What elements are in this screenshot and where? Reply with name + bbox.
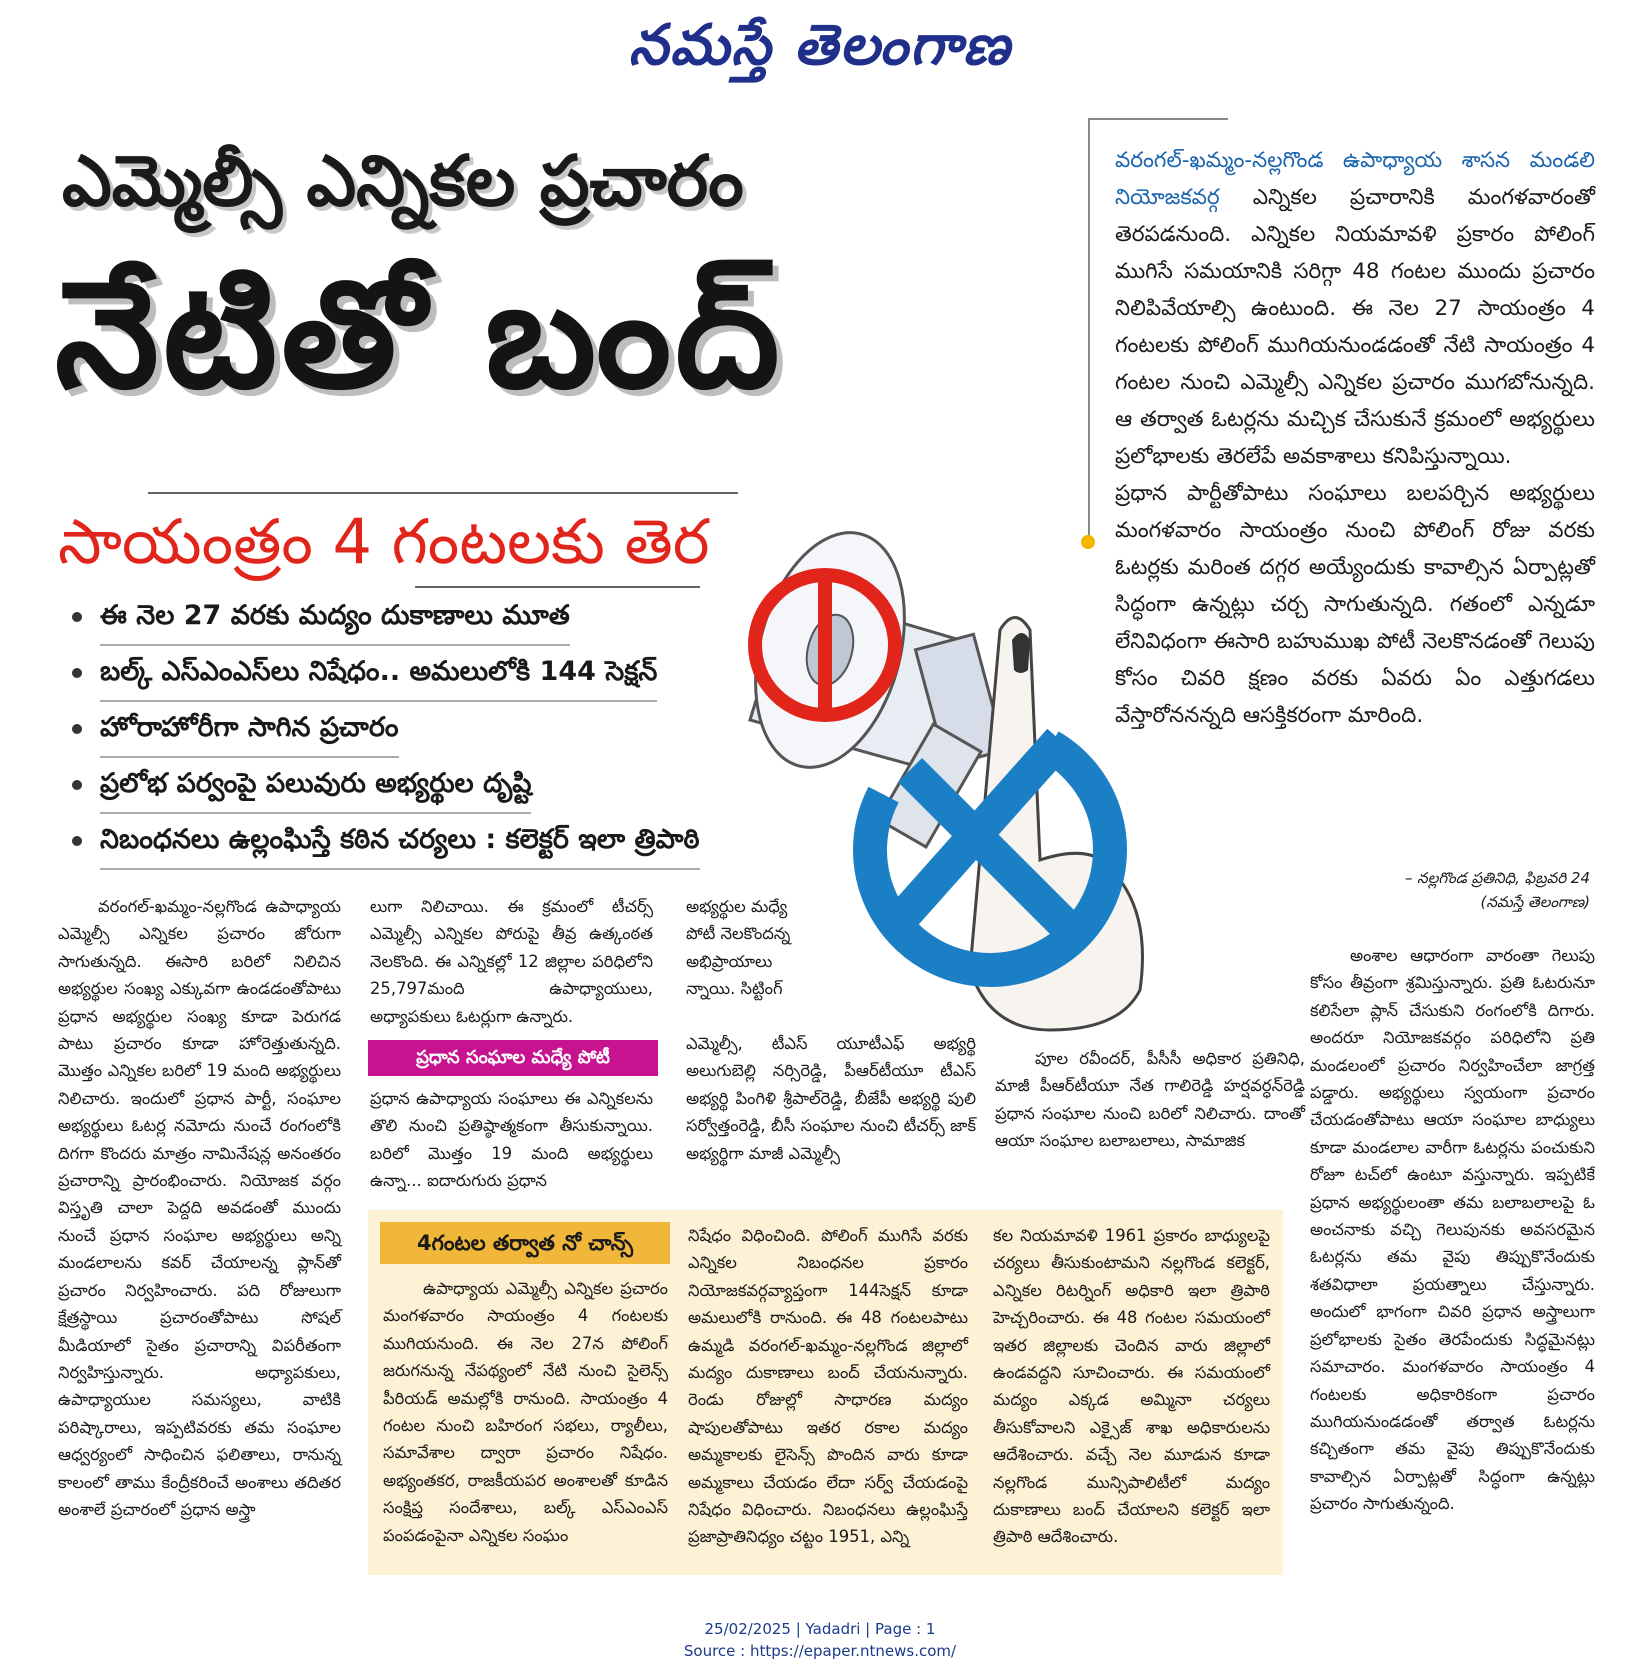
highlights-list: [70, 600, 790, 880]
article-column-3b: ఎమ్మెల్సీ, టీఎస్ యూటీఎఫ్ అభ్యర్థి అలుగుబెల్లి నర్సిరెడ్డి, పీఆర్‌టీయూ టీఎస్ అభ్యర్థి పింగిళి శ్రీపాల్‌రెడ్డి, బీజేపీ అభ్యర్థి పులి సర్వోత్తంరెడ్డి, బీసీ సంఘాల నుంచి టీచర్స్ జాక్ అభ్యర్థిగా మాజీ ఎమ్మెల్సీ: [686, 1034, 976, 1163]
article-column-3: అభ్యర్థుల మధ్యే పోటీ నెలకొందన్న అభిప్రాయాలు న్నాయి. సిట్టింగ్: [686, 897, 791, 999]
box-column-1: ఉపాధ్యాయ ఎమ్మెల్సీ ఎన్నికల ప్రచారం మంగళవారం సాయంత్రం 4 గంటలకు ముగియనుంది. ఈ నెల 27న పోలింగ్ జరుగనున్న నేపథ్యంలో నేటి నుంచి సైలెన్స్ పీరియడ్ అమల్లోకి రానుంది. సాయంత్రం 4 గంటల నుంచి బహిరంగ సభలు, ర్యాలీలు, సమావేశాల ద్వారా ప్రచారం నిషేధం. అభ్యంతకర, రాజకీయపర అంశాలతో కూడిన సంక్షిప్త సందేశాలు, బల్క్ ఎస్ఎంఎస్ పంపడంపైనా ఎన్నికల సంఘం: [383, 1279, 668, 1545]
section-kicker-no-chance: 4గంటల తర్వాత నో చాన్స్: [380, 1222, 670, 1264]
intro-frame-left: [1088, 118, 1090, 538]
bullet-icon: [72, 836, 82, 846]
intro-body: ఎన్నికల ప్రచారానికి మంగళవారంతో తెరపడనుంది. ఎన్నికల నియమావళి ప్రకారం పోలింగ్ ముగిసే సమయానికి సరిగ్గా 48 గంటల ముందు ప్రచారం నిలిపివేయాల్సి ఉంటుంది. ఈ నెల 27 సాయంత్రం 4 గంటలకు పోలింగ్ ముగియనుండడంతో నేటి సాయంత్రం 4 గంటల నుంచి ఎమ్మెల్సీ ఎన్నికల ప్రచారం ముగబోనున్నది. ఆ తర్వాత ఓటర్లను మచ్చిక చేసుకునే క్రమంలో అభ్యర్థులు ప్రలోభాలకు తెరలేపే అవకాశాలు కనిపిస్తున్నాయి.: [1115, 185, 1595, 469]
intro-lead: వరంగల్-ఖమ్మం-నల్లగొండ ఉపాధ్యాయ శాసన మండలి నియోజకవర్గ: [1115, 148, 1595, 210]
bullet-icon: [72, 780, 82, 790]
intro-frame-top: [1088, 118, 1228, 120]
headline-line1: ఎమ్మెల్సీ ఎన్నికల ప్రచారం: [62, 140, 744, 222]
box-column-2: నిషేధం విధించింది. పోలింగ్ ముగిసే వరకు ఎన్నికల నిబంధనల ప్రకారం నియోజకవర్గవ్యాప్తంగా 144సెక్షన్ కూడా అమలులోకి రానుంది. ఈ 48 గంటలపాటు ఉమ్మడి వరంగల్-ఖమ్మం-నల్లగొండ జిల్లాలో మద్యం దుకాణాలు బంద్ చేయనున్నారు. రెండు రోజుల్లో సాధారణ మద్యం షాపులతోపాటు ఇతర రకాల మద్యం అమ్మకాలకు లైసెన్స్ పొందిన వారు కూడా అమ్మకాలు చేయడం లేదా సర్వ్ చేయడంపై నిషేధం విధించారు. నిబంధనలు ఉల్లంఘిస్తే ప్రజాప్రాతినిధ్యం చట్టం 1951, ఎన్ని: [688, 1226, 968, 1547]
bullet-icon: [72, 724, 82, 734]
subheadline-divider: [415, 586, 700, 588]
box-column-3: కల నియమావళి 1961 ప్రకారం బాధ్యులపై చర్యలు తీసుకుంటామని నల్లగొండ కలెక్టర్, ఎన్నికల రిటర్నింగ్ అధికారి ఇలా త్రిపాఠి హెచ్చరించారు. ఈ 48 గంటల సమయంలో ఇతర జిల్లాలకు చెందిన వారు జిల్లాలో ఉండవద్దని సూచించారు. ఈ సమయంలో మద్యం ఎక్కడ అమ్మినా చర్యలు తీసుకోవాలని ఎక్సైజ్ శాఖ అధికారులను ఆదేశించారు. వచ్చే నెల మూడున కూడా నల్లగొండ మున్సిపాలిటీలో మద్యం దుకాణాలు బంద్ చేయాలని కలెక్టర్ ఇలా త్రిపాఠి ఆదేశించారు.: [993, 1226, 1270, 1547]
article-column-5: అంశాల ఆధారంగా వారంతా గెలుపు కోసం తీవ్రంగా శ్రమిస్తున్నారు. ప్రతి ఓటరునూ కలిసేలా ప్లాన్ చేసుకుని రంగంలోకి దిగారు. అందరూ నియోజకవర్గం పరిధిలోని ప్రతి మండలంలో ప్రచారం నిర్వహించేలా జాగ్రత్త పడ్డారు. అభ్యర్థులు స్వయంగా ప్రచారం చేయడంతోపాటు ఆయా సంఘాల బాధ్యులు కూడా మండలాల వారీగా ఓటర్లను పంచుకుని రోజూ టచ్‌లో ఉంటూ వస్తున్నారు. ఇప్పటికే ప్రధాన అభ్యర్థులంతా తమ బలాబలాలపై ఓ అంచనాకు వచ్చి గెలుపునకు అవసరమైన ఓటర్లను తమ వైపు తిప్పుకొనేందుకు శతవిధాలా ప్రయత్నాలు చేస్తున్నారు. అందులో భాగంగా చివరి ప్రధాన అస్త్రాలుగా ప్రలోభాలకు సైతం తెరపేందుకు సిద్ధమైనట్లు సమాచారం. మంగళవారం సాయంత్రం 4 గంటలకు అధికారికంగా ప్రచారం ముగియనుండడంతో తర్వాత ఓటర్లను కచ్చితంగా తమ వైపు తిప్పుకొనేందుకు కావాల్సిన ఏర్పాట్లతో సిద్ధంగా ఉన్నట్లు ప్రచారం సాగుతున్నంది.: [1310, 946, 1595, 1514]
dateline: [1330, 866, 1590, 914]
highlight-item: బల్క్ ఎస్ఎంఎస్‌లు నిషేధం.. అమలులోకి 144 సెక్షన్: [70, 656, 790, 712]
section-kicker-main-unions: ప్రధాన సంఘాల మధ్యే పోటీ: [368, 1040, 658, 1076]
article-column-2b: ప్రధాన ఉపాధ్యాయ సంఘాలు ఈ ఎన్నికలను తొలి నుంచి ప్రతిష్ఠాత్మకంగా తీసుకున్నాయి. బరిలో మొత్తం 19 మంది అభ్యర్థులు ఉన్నా... ఐదారుగురు ప్రధాన: [370, 1089, 653, 1191]
highlight-item: నిబంధనలు ఉల్లంఘిస్తే కఠిన చర్యలు : కలెక్టర్ ఇలా త్రిపాఠి: [70, 824, 790, 880]
bullet-icon: [72, 612, 82, 622]
masthead-logo: నమస్తే తెలంగాణ: [628, 12, 1012, 78]
intro-paragraph: [1115, 142, 1595, 734]
article-column-4: పూల రవీందర్, పీసీసీ అధికార ప్రతినిధి, మాజీ పీఆర్‌టీయూ నేత గాలిరెడ్డి హర్షవర్ధన్‌రెడ్డి ప్రధాన సంఘాల నుంచి బరిలో నిలిచారు. దాంతో ఆయా సంఘాల బలాబలాలు, సామాజిక: [995, 1049, 1305, 1151]
dateline-source: (నమస్తే తెలంగాణ): [1480, 893, 1590, 911]
footer-date-edition: 25/02/2025 | Yadadri | Page : 1: [704, 1620, 936, 1638]
highlight-item: ప్రలోభ పర్వంపై పలువురు అభ్యర్థుల దృష్టి: [70, 768, 790, 824]
article-column-2: లుగా నిలిచాయి. ఈ క్రమంలో టీచర్స్ ఎమ్మెల్సీ ఎన్నికల పోరుపై తీవ్ర ఉత్కంఠత నెలకొంది. ఈ ఎన్నికల్లో 12 జిల్లాల పరిధిలోని 25,797మంది ఉపాధ్యాయులు, అధ్యాపకులు ఓటర్లుగా ఉన్నారు.: [370, 897, 653, 1026]
footer-source-link[interactable]: Source : https://epaper.ntnews.com/: [683, 1642, 957, 1660]
subheadline: సాయంత్రం 4 గంటలకు తెర: [58, 505, 710, 578]
dateline-place: – నల్లగొండ ప్రతినిధి, ఫిబ్రవరి 24: [1404, 869, 1590, 887]
headline-divider: [148, 492, 738, 494]
intro-marker-icon: [1081, 535, 1095, 549]
headline-main: నేటితో బంద్: [55, 249, 784, 421]
intro-tail: ప్రధాన పార్టీతోపాటు సంఘాలు బలపర్చిన అభ్యర్థులు మంగళవారం సాయంత్రం నుంచి పోలింగ్ రోజు వరకు ఓటర్లకు మరింత దగ్గర అయ్యేందుకు కావాల్సిన ఏర్పాట్లతో సిద్ధంగా ఉన్నట్లు చర్చ సాగుతున్నది. గతంలో ఎన్నడూ లేనివిధంగా ఈసారి బహుముఖ పోటీ నెలకొనడంతో గెలుపు కోసం చివరి క్షణం వరకు ఏవరు ఏం ఎత్తుగడలు వేస్తారోననన్నది ఆసక్తికరంగా మారింది.: [1115, 481, 1595, 728]
highlight-item: ఈ నెల 27 వరకు మద్యం దుకాణాలు మూత: [70, 600, 790, 656]
article-column-1: వరంగల్-ఖమ్మం-నల్లగొండ ఉపాధ్యాయ ఎమ్మెల్సీ ఎన్నికల ప్రచారం జోరుగా సాగుతున్నది. ఈసారి బరిలో నిలిచిన అభ్యర్థుల సంఖ్య ఎక్కువగా ఉండడంతోపాటు ప్రధాన అభ్యర్థుల సంఖ్య కూడా పెరుగడ పాటు ప్రచారం కూడా హోరెత్తుతున్నది. మొత్తం ఎన్నికల బరిలో 19 మంది అభ్యర్థులు నిలిచారు. ఇందులో ప్రధాన పార్టీ, సంఘాల అభ్యర్థులు ఓటర్ల నమోదు నుంచే రంగంలోకి దిగగా కొందరు మాత్రం నామినేషన్ల అనంతరం ప్రచారాన్ని ప్రారంభించారు. నియోజక వర్గం విస్తృతి చాలా పెద్దది అవడంతో ముందు నుంచే ప్రధాన సంఘాల అభ్యర్థులు అన్ని మండలాలను కవర్ చేయాలన్న ప్లాన్‌తో ప్రచారం నిర్వహించారు. పది రోజులుగా క్షేత్రస్థాయి ప్రచారంతోపాటు సోషల్ మీడియాలో సైతం ప్రచారాన్ని విపరీతంగా నిర్వహిస్తున్నారు. అధ్యాపకులు, ఉపాధ్యాయుల సమస్యలు, వాటికి పరిష్కారాలు, ఇప్పటివరకు తమ సంఘాల ఆధ్వర్యంలో సాధించిన ఫలితాలు, రానున్న కాలంలో తాము కేంద్రీకరించే అంశాలు తదితర అంశాలే ప్రచారంలో ప్రధాన అస్త్రా: [58, 897, 341, 1519]
highlight-item: హోరాహోరీగా సాగిన ప్రచారం: [70, 712, 790, 768]
bullet-icon: [72, 668, 82, 678]
